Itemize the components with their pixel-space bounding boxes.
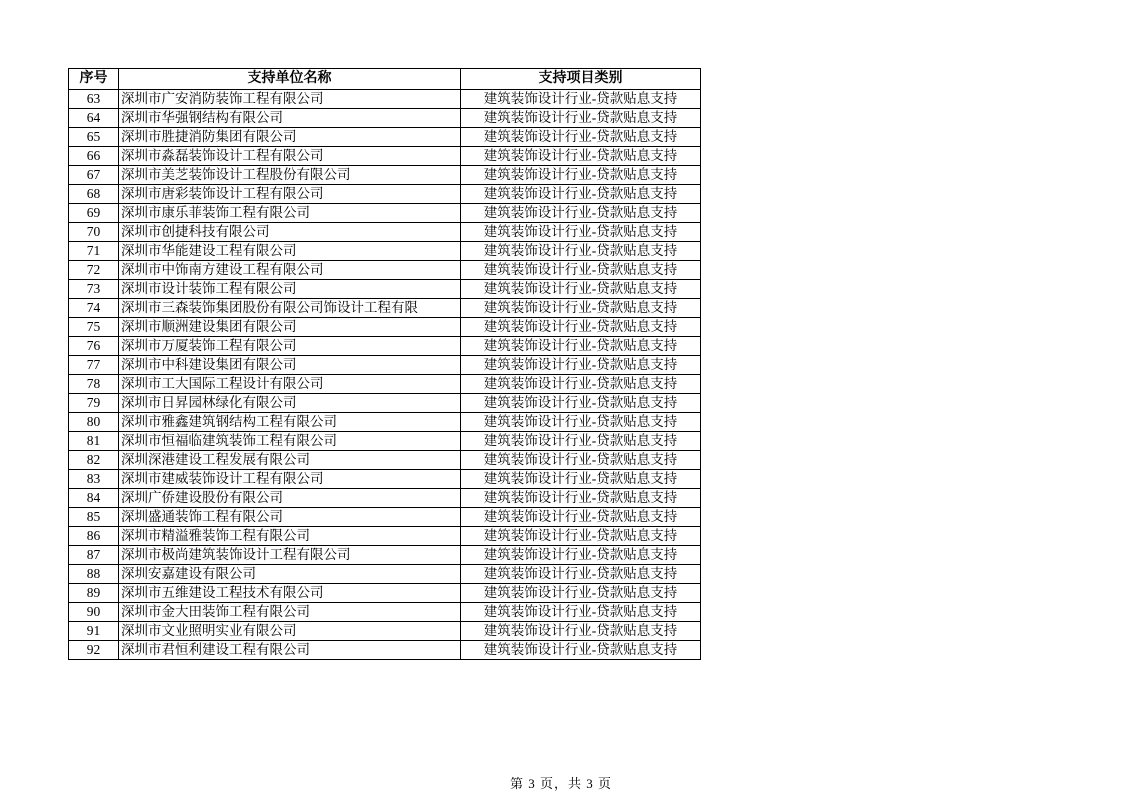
table-row [69, 413, 701, 432]
cell-index: 84 [69, 489, 119, 508]
cell-unit-name: 深圳市五维建设工程技术有限公司 [119, 584, 461, 603]
table-row [69, 109, 701, 128]
table-row [69, 337, 701, 356]
cell-unit-name: 深圳市中科建设集团有限公司 [119, 356, 461, 375]
cell-project-category: 建筑装饰设计行业-贷款贴息支持 [461, 375, 701, 394]
table-header-row [69, 69, 701, 90]
cell-project-category: 建筑装饰设计行业-贷款贴息支持 [461, 489, 701, 508]
cell-unit-name: 深圳市万厦装饰工程有限公司 [119, 337, 461, 356]
cell-unit-name: 深圳市日昇园林绿化有限公司 [119, 394, 461, 413]
cell-index: 64 [69, 109, 119, 128]
cell-unit-name: 深圳市君恒利建设工程有限公司 [119, 641, 461, 660]
cell-unit-name: 深圳市文业照明实业有限公司 [119, 622, 461, 641]
cell-project-category: 建筑装饰设计行业-贷款贴息支持 [461, 128, 701, 147]
cell-unit-name: 深圳安嘉建设有限公司 [119, 565, 461, 584]
cell-index: 69 [69, 204, 119, 223]
cell-project-category: 建筑装饰设计行业-贷款贴息支持 [461, 451, 701, 470]
cell-index: 89 [69, 584, 119, 603]
cell-index: 82 [69, 451, 119, 470]
cell-project-category: 建筑装饰设计行业-贷款贴息支持 [461, 147, 701, 166]
table-row [69, 90, 701, 109]
cell-index: 75 [69, 318, 119, 337]
table-row [69, 508, 701, 527]
table-row [69, 356, 701, 375]
cell-index: 92 [69, 641, 119, 660]
table-row [69, 432, 701, 451]
cell-project-category: 建筑装饰设计行业-贷款贴息支持 [461, 261, 701, 280]
column-header-index: 序号 [69, 69, 119, 90]
cell-project-category: 建筑装饰设计行业-贷款贴息支持 [461, 185, 701, 204]
cell-unit-name: 深圳市精溢雅装饰工程有限公司 [119, 527, 461, 546]
cell-unit-name: 深圳市顺洲建设集团有限公司 [119, 318, 461, 337]
cell-unit-name: 深圳市三森装饰集团股份有限公司饰设计工程有限 [119, 299, 461, 318]
cell-project-category: 建筑装饰设计行业-贷款贴息支持 [461, 413, 701, 432]
cell-index: 66 [69, 147, 119, 166]
table-row [69, 128, 701, 147]
cell-unit-name: 深圳市恒福临建筑装饰工程有限公司 [119, 432, 461, 451]
column-header-unit-name: 支持单位名称 [119, 69, 461, 90]
table-row [69, 280, 701, 299]
cell-project-category: 建筑装饰设计行业-贷款贴息支持 [461, 337, 701, 356]
table-header [69, 69, 701, 90]
table-row [69, 546, 701, 565]
cell-index: 85 [69, 508, 119, 527]
cell-index: 78 [69, 375, 119, 394]
table-row [69, 603, 701, 622]
cell-index: 76 [69, 337, 119, 356]
cell-index: 86 [69, 527, 119, 546]
cell-index: 80 [69, 413, 119, 432]
page-footer: 第 3 页，共 3 页 [509, 776, 612, 791]
cell-project-category: 建筑装饰设计行业-贷款贴息支持 [461, 223, 701, 242]
cell-project-category: 建筑装饰设计行业-贷款贴息支持 [461, 242, 701, 261]
cell-project-category: 建筑装饰设计行业-贷款贴息支持 [461, 90, 701, 109]
table-row [69, 451, 701, 470]
cell-project-category: 建筑装饰设计行业-贷款贴息支持 [461, 318, 701, 337]
table-row [69, 470, 701, 489]
cell-project-category: 建筑装饰设计行业-贷款贴息支持 [461, 166, 701, 185]
cell-unit-name: 深圳市工大国际工程设计有限公司 [119, 375, 461, 394]
cell-unit-name: 深圳市康乐菲装饰工程有限公司 [119, 204, 461, 223]
cell-unit-name: 深圳市金大田装饰工程有限公司 [119, 603, 461, 622]
table-row [69, 204, 701, 223]
cell-index: 77 [69, 356, 119, 375]
cell-project-category: 建筑装饰设计行业-贷款贴息支持 [461, 546, 701, 565]
cell-unit-name: 深圳市华强钢结构有限公司 [119, 109, 461, 128]
cell-unit-name: 深圳市华能建设工程有限公司 [119, 242, 461, 261]
cell-project-category: 建筑装饰设计行业-贷款贴息支持 [461, 565, 701, 584]
support-units-table [68, 68, 701, 660]
cell-project-category: 建筑装饰设计行业-贷款贴息支持 [461, 432, 701, 451]
table-row [69, 185, 701, 204]
cell-project-category: 建筑装饰设计行业-贷款贴息支持 [461, 356, 701, 375]
cell-unit-name: 深圳市设计装饰工程有限公司 [119, 280, 461, 299]
cell-project-category: 建筑装饰设计行业-贷款贴息支持 [461, 470, 701, 489]
cell-index: 67 [69, 166, 119, 185]
cell-project-category: 建筑装饰设计行业-贷款贴息支持 [461, 204, 701, 223]
cell-unit-name: 深圳市建威装饰设计工程有限公司 [119, 470, 461, 489]
table-row [69, 622, 701, 641]
cell-unit-name: 深圳深港建设工程发展有限公司 [119, 451, 461, 470]
cell-index: 87 [69, 546, 119, 565]
column-header-project-category: 支持项目类别 [461, 69, 701, 90]
cell-unit-name: 深圳市唐彩装饰设计工程有限公司 [119, 185, 461, 204]
cell-unit-name: 深圳市淼磊装饰设计工程有限公司 [119, 147, 461, 166]
table-row [69, 394, 701, 413]
table-row [69, 261, 701, 280]
cell-unit-name: 深圳市极尚建筑装饰设计工程有限公司 [119, 546, 461, 565]
table-row [69, 242, 701, 261]
cell-unit-name: 深圳市广安消防装饰工程有限公司 [119, 90, 461, 109]
cell-unit-name: 深圳市胜捷消防集团有限公司 [119, 128, 461, 147]
cell-index: 88 [69, 565, 119, 584]
cell-project-category: 建筑装饰设计行业-贷款贴息支持 [461, 394, 701, 413]
table-row [69, 489, 701, 508]
cell-index: 73 [69, 280, 119, 299]
cell-index: 70 [69, 223, 119, 242]
cell-unit-name: 深圳盛通装饰工程有限公司 [119, 508, 461, 527]
table-row [69, 584, 701, 603]
cell-index: 71 [69, 242, 119, 261]
cell-index: 68 [69, 185, 119, 204]
cell-index: 74 [69, 299, 119, 318]
cell-unit-name: 深圳广侨建设股份有限公司 [119, 489, 461, 508]
table-row [69, 527, 701, 546]
cell-project-category: 建筑装饰设计行业-贷款贴息支持 [461, 527, 701, 546]
cell-project-category: 建筑装饰设计行业-贷款贴息支持 [461, 508, 701, 527]
table-row [69, 318, 701, 337]
cell-project-category: 建筑装饰设计行业-贷款贴息支持 [461, 622, 701, 641]
cell-unit-name: 深圳市雅鑫建筑钢结构工程有限公司 [119, 413, 461, 432]
table-row [69, 147, 701, 166]
cell-index: 79 [69, 394, 119, 413]
support-units-table-wrapper [68, 68, 701, 660]
cell-index: 63 [69, 90, 119, 109]
cell-project-category: 建筑装饰设计行业-贷款贴息支持 [461, 584, 701, 603]
table-row [69, 166, 701, 185]
table-row [69, 299, 701, 318]
cell-project-category: 建筑装饰设计行业-贷款贴息支持 [461, 641, 701, 660]
table-row [69, 565, 701, 584]
cell-index: 90 [69, 603, 119, 622]
cell-unit-name: 深圳市美芝装饰设计工程股份有限公司 [119, 166, 461, 185]
table-row [69, 641, 701, 660]
table-row [69, 223, 701, 242]
cell-project-category: 建筑装饰设计行业-贷款贴息支持 [461, 603, 701, 622]
cell-index: 91 [69, 622, 119, 641]
cell-unit-name: 深圳市创捷科技有限公司 [119, 223, 461, 242]
table-body [69, 90, 701, 660]
cell-index: 81 [69, 432, 119, 451]
cell-index: 72 [69, 261, 119, 280]
cell-index: 65 [69, 128, 119, 147]
cell-project-category: 建筑装饰设计行业-贷款贴息支持 [461, 299, 701, 318]
cell-index: 83 [69, 470, 119, 489]
cell-project-category: 建筑装饰设计行业-贷款贴息支持 [461, 109, 701, 128]
cell-project-category: 建筑装饰设计行业-贷款贴息支持 [461, 280, 701, 299]
table-row [69, 375, 701, 394]
cell-unit-name: 深圳市中饰南方建设工程有限公司 [119, 261, 461, 280]
